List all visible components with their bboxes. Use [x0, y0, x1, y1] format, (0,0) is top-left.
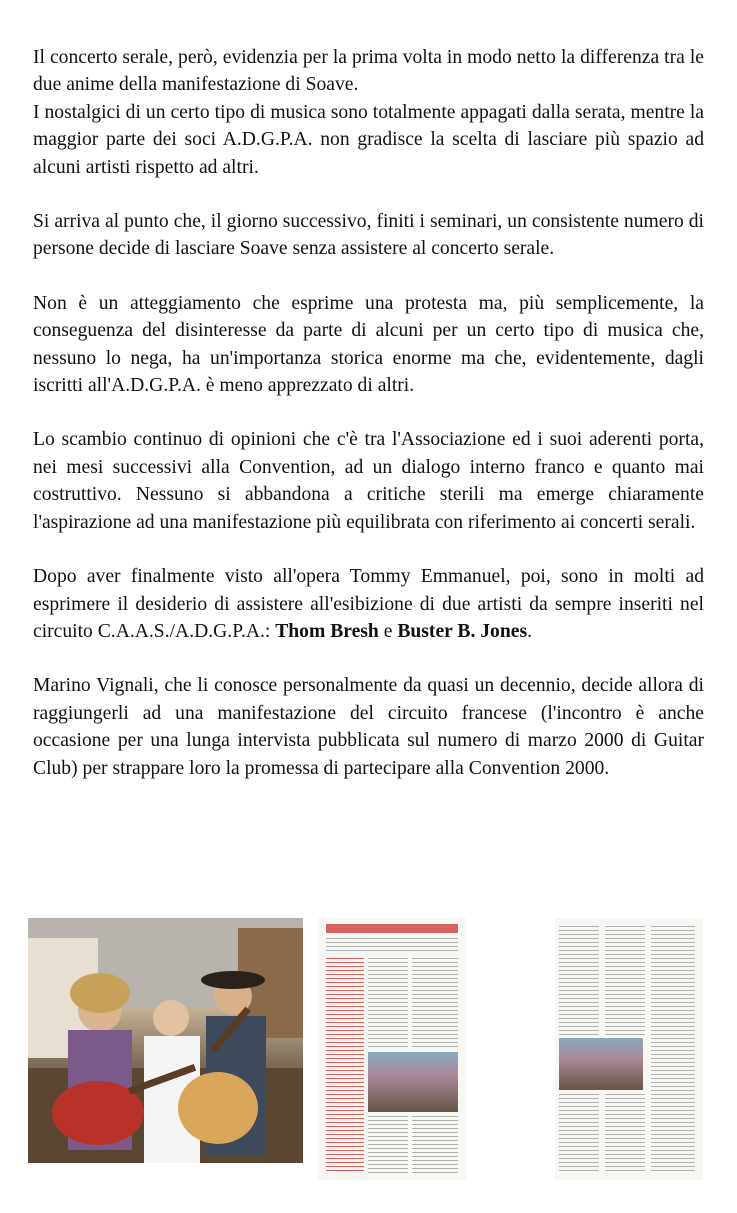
- clipping-column: [559, 926, 599, 1036]
- paragraph-line: Il concerto serale, però, evidenzia per la prima volta in modo netto la differenza tra le due anime della manifestazione di Soave.: [33, 47, 704, 96]
- paragraph-line: I nostalgici di un certo tipo di musica sono totalmente appagati dalla serata, mentre la maggior parte dei soci A.D.G.P.A. non gradisce la scelta di lasciare più spazio ad alcuni artisti rispetto ad altri.: [33, 101, 704, 178]
- band-photo-illustration: [28, 918, 303, 1163]
- paragraph: Marino Vignali, che li conosce personalmente da quasi un decennio, decide allora di raggiungerli ad una manifestazione del circuito francese (l'incontro è anche occasione per una lunga intervista pubblicata sul numero di marzo 2000 di Guitar Club) per strappare loro la promessa di partecipare alla Convention 2000.: [33, 675, 704, 779]
- article-body: [33, 44, 704, 782]
- clipping-column: [651, 926, 695, 1036]
- clipping-column: [326, 958, 364, 1173]
- paragraph-text: Dopo aver finalmente visto all'opera Tommy Emmanuel, poi, sono in molti ad esprimere il desiderio di assistere all'esibizione di due artisti da sempre inseriti nel circuito C.A.A.S./A.D.G.P.A.:: [33, 566, 704, 642]
- artist-name: Thom Bresh: [275, 620, 379, 642]
- clipping-column: [605, 1094, 645, 1174]
- clipping-header: [326, 924, 458, 933]
- paragraph: Non è un atteggiamento che esprime una protesta ma, più semplicemente, la conseguenza del disinteresse da parte di alcuni per un certo tipo di musica che, nessuno lo nega, ha un'importanza storica enorme ma che, evidentemente, dagli iscritti all'A.D.G.P.A. è meno apprezzato di altri.: [33, 292, 704, 397]
- magazine-clipping: [318, 918, 466, 1180]
- magazine-clipping: [555, 918, 703, 1180]
- artist-name: Buster B. Jones: [397, 620, 528, 642]
- paragraph: Lo scambio continuo di opinioni che c'è tra l'Associazione ed i suoi aderenti porta, nei mesi successivi alla Convention, ad un dialogo interno franco e quanto mai costruttivo. Nessuno si abbandona a critiche sterili ma emerge chiaramente l'aspirazione ad una manifestazione più equilibrata con riferimento ai concerti serali.: [33, 429, 704, 533]
- paragraph: [33, 563, 704, 645]
- band-photo: [28, 918, 303, 1163]
- paragraph: Si arriva al punto che, il giorno successivo, finiti i seminari, un consistente numero di persone decide di lasciare Soave senza assistere al concerto serale.: [33, 211, 704, 260]
- clipping-subtitle: [326, 938, 458, 954]
- clipping-column: [651, 1038, 695, 1173]
- clipping-column: [605, 926, 645, 1036]
- clipping-column: [368, 958, 408, 1048]
- paragraph: [33, 44, 704, 181]
- clipping-column: [368, 1116, 408, 1173]
- clipping-column: [412, 1116, 458, 1173]
- clipping-photo: [559, 1038, 643, 1090]
- conjunction-text: e: [378, 620, 398, 642]
- clipping-column: [559, 1094, 599, 1174]
- clipping-column: [412, 958, 458, 1048]
- paragraph-text: .: [527, 620, 532, 642]
- clipping-photo: [368, 1052, 458, 1112]
